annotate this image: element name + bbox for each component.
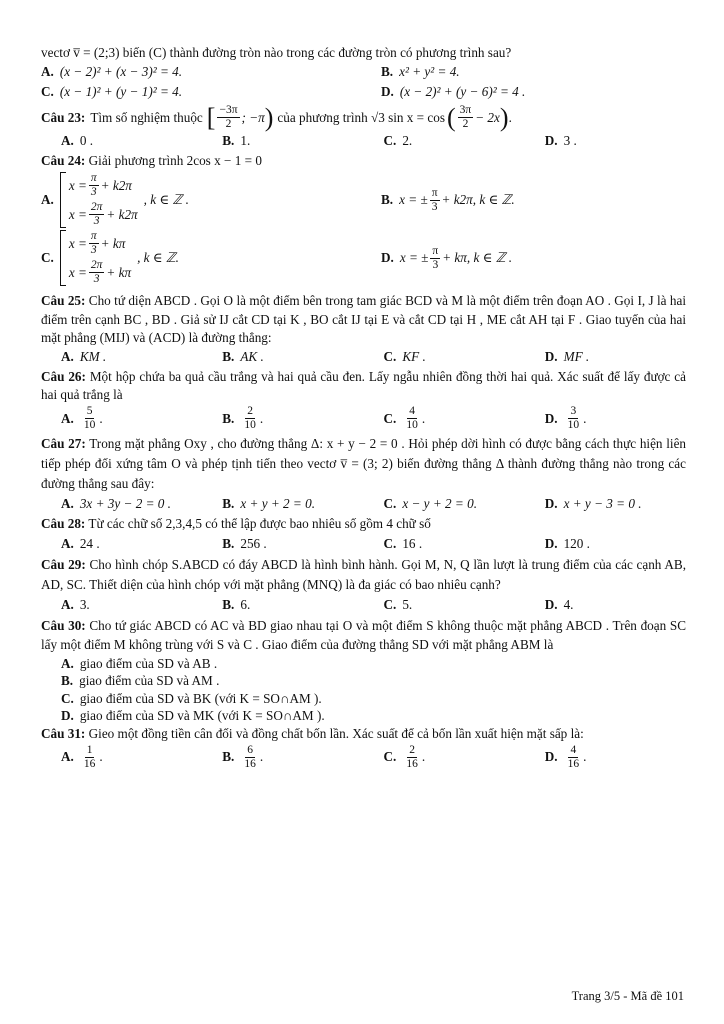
q23-question: Câu 23: Tìm số nghiệm thuộc [ $\frac{-3\pi}{2}$ ; −π ) của phương trình √3 sin x = cos ( $\frac{3\pi}{2}$ − 2x ) . (41, 102, 512, 132)
q22-option-b[interactable]: B. x² + y² = 4. (381, 64, 460, 80)
q22-options-row1 (41, 63, 686, 81)
q30-question: Câu 30: Cho tứ giác ABCD có AC và BD giao nhau tại O và một điểm S không thuộc mặt phẳng ABCD . Trên đoạn SC lấy một điểm M không trùng với S và C . Giao điểm của đường thẳng SD với mặt phẳng ABM là (41, 617, 687, 653)
q23-interval-fraction: $\frac{-3\pi}{2}$ (219, 104, 238, 131)
q26-option-c[interactable]: C. $\frac{4}{10}$ . (383, 405, 426, 432)
q26-option-a[interactable]: A. $\frac{5}{10}$ . (61, 405, 103, 432)
exam-page (41, 44, 686, 773)
q22-option-a[interactable]: A. (x − 2)² + (x − 3)² = 4. (41, 64, 183, 80)
q24-option-d[interactable]: D. x = ± $\frac{\pi}{3}$ + kπ, k ∈ ℤ . (381, 244, 513, 271)
q25-question: Câu 25: Cho tứ diện ABCD . Gọi O là một điểm bên trong tam giác BCD và M là một điểm trên đoạn AO . Gọi I, J là hai điểm trên cạnh BC , BD . Giả sử IJ cắt CD tại K , BO cắt IJ tại E và cắt CD tại H , ME cắt AH tại F . Giao tuyến của hai mặt phẳng (MIJ) và (ACD) là đường thẳng: (41, 293, 687, 345)
q27-question: Câu 27: Trong mặt phẳng Oxy , cho đường thẳng Δ: x + y − 2 = 0 . Hỏi phép dời hình có được bằng cách thực hiện liên tiếp phép đối xứng tâm O và phép tịnh tiến theo vectơ v̅ = (3; 2) biến đường thẳng Δ thành đường thẳng nào trong các đường thẳng sau đây: (41, 436, 687, 492)
q24-options-cd (41, 230, 686, 286)
q29-option-b[interactable]: B. 6. (222, 596, 251, 612)
q30-option-b[interactable]: B. giao điểm của SD và AM . (61, 673, 220, 689)
q28-options (41, 535, 686, 553)
q22-text: vectơ v̅ = (2;3) biến (C) thành đường tròn nào trong các đường tròn có phương trình sau? (41, 45, 512, 60)
q25-options (41, 348, 686, 366)
q26-option-b[interactable]: B. $\frac{2}{10}$ . (222, 405, 264, 432)
q30-option-c[interactable]: C. giao điểm của SD và BK (với K = SO∩AM ). (61, 690, 322, 706)
q28-question: Câu 28: Từ các chữ số 2,3,4,5 có thể lập được bao nhiêu số gồm 4 chữ số (41, 516, 431, 532)
page-footer: Trang 3/5 - Mã đề 101 (571, 989, 684, 1003)
q23-cos-fraction: $\frac{3\pi}{2}$ (459, 104, 472, 131)
q25-option-b[interactable]: B. AK . (222, 349, 264, 365)
q29-options (41, 596, 686, 614)
q26-option-d[interactable]: D. $\frac{3}{10}$ . (544, 405, 587, 432)
q28-option-c[interactable]: C. 16 . (383, 535, 423, 551)
q25-option-d[interactable]: D. MF . (544, 349, 590, 365)
q31-option-c[interactable]: C. $\frac{2}{16}$ . (383, 743, 426, 770)
q27-option-d[interactable]: D. x + y − 3 = 0 . (544, 496, 642, 512)
q25-option-a[interactable]: A. KM . (61, 349, 107, 365)
q24-option-c[interactable]: C. x = $\frac{\pi}{3}$ + kπ x = $\frac{2\pi}{3}$ + kπ , k ∈ ℤ. (41, 230, 179, 286)
q28-option-d[interactable]: D. 120 . (544, 535, 590, 551)
q31-option-b[interactable]: B. $\frac{6}{16}$ . (222, 743, 264, 770)
q24-option-b[interactable]: B. x = ± $\frac{\pi}{3}$ + k2π, k ∈ ℤ. (381, 186, 515, 213)
q26-question: Câu 26: Một hộp chứa ba quả cầu trắng và hai quả cầu đen. Lấy ngẫu nhiên đồng thời hai quả. Xác suất để lấy được cả hai quả trắng là (41, 369, 687, 403)
q28-option-b[interactable]: B. 256 . (222, 535, 267, 551)
q27-option-c[interactable]: C. x − y + 2 = 0. (383, 496, 477, 512)
q26-options (41, 405, 686, 432)
q27-option-a[interactable]: A. 3x + 3y − 2 = 0 . (61, 496, 171, 512)
q29-option-d[interactable]: D. 4. (544, 596, 574, 612)
q31-question: Câu 31: Gieo một đồng tiền cân đối và đồng chất bốn lần. Xác suất để cả bốn lần xuất hiện mặt sấp là: (41, 725, 584, 741)
q24-c-system: x = $\frac{\pi}{3}$ + kπ x = $\frac{2\pi}{3}$ + kπ (60, 230, 131, 286)
q29-option-c[interactable]: C. 5. (383, 596, 413, 612)
q25-option-c[interactable]: C. KF . (383, 349, 426, 365)
q31-option-a[interactable]: A. $\frac{1}{16}$ . (61, 743, 103, 770)
q27-option-b[interactable]: B. x + y + 2 = 0. (222, 496, 316, 512)
q22-option-c[interactable]: C. (x − 1)² + (y − 1)² = 4. (41, 84, 183, 100)
q28-option-a[interactable]: A. 24 . (61, 535, 100, 551)
q24-option-a[interactable]: A. x = $\frac{\pi}{3}$ + k2π x = $\frac{2\pi}{3}$ + k2π , k ∈ ℤ . (41, 172, 189, 228)
q24-question: Câu 24: Giải phương trình 2cos x − 1 = 0 (41, 153, 262, 169)
q31-option-d[interactable]: D. $\frac{4}{16}$ . (544, 743, 587, 770)
q29-option-a[interactable]: A. 3. (61, 596, 90, 612)
q24-options-ab (41, 172, 686, 228)
q22-options-row2 (41, 83, 686, 101)
q30-option-d[interactable]: D. giao điểm của SD và MK (với K = SO∩AM ). (61, 708, 325, 724)
q30-option-a[interactable]: A. giao điểm của SD và AB . (61, 655, 218, 671)
q23-option-c[interactable]: C. 2. (383, 133, 413, 149)
q23-option-b[interactable]: B. 1. (222, 133, 251, 149)
q22-option-d[interactable]: D. (x − 2)² + (y − 6)² = 4 . (381, 84, 526, 100)
q24-a-system: x = $\frac{\pi}{3}$ + k2π x = $\frac{2\pi}{3}$ + k2π (60, 172, 138, 228)
q23-option-d[interactable]: D. 3 . (544, 133, 577, 149)
q27-options (41, 495, 686, 513)
q29-question: Câu 29: Cho hình chóp S.ABCD có đáy ABCD là hình bình hành. Gọi M, N, Q lần lượt là trung điểm của các cạnh AB, AD, SC. Thiết diện của hình chóp với mặt phẳng (MNQ) là đa giác có bao nhiêu cạnh? (41, 556, 686, 592)
q23-option-a[interactable]: A. 0 . (61, 133, 94, 149)
q23-options (41, 132, 686, 150)
q31-options (41, 744, 686, 771)
